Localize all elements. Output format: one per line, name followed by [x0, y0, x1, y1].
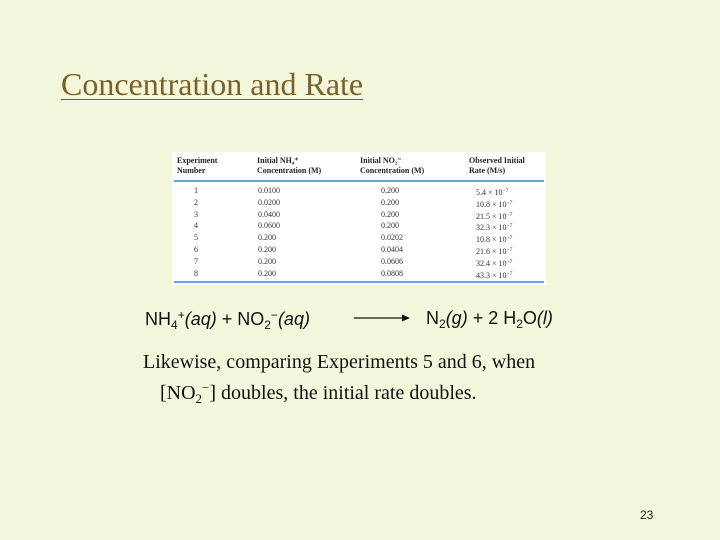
table-cell-rate — [476, 245, 512, 255]
table-cell-nh4 — [258, 257, 276, 267]
reactant1-base: NH — [145, 309, 171, 329]
cell-exp-value: 3 — [194, 209, 198, 219]
cell-rate-exponent: −7 — [506, 270, 513, 277]
table-cell-rate — [476, 198, 512, 208]
table-cell-exp — [194, 233, 198, 243]
product2-state: (l) — [536, 308, 553, 328]
product2-oxygen: O — [522, 308, 537, 328]
cell-nh4-value: 0.200 — [258, 268, 276, 278]
product1-subscript: 2 — [439, 317, 446, 331]
table-cell-no2 — [381, 210, 399, 220]
table-cell-no2 — [381, 233, 403, 243]
explanation-line2-post: ] doubles, the initial rate doubles. — [209, 382, 477, 404]
cell-exp-value: 2 — [194, 197, 198, 207]
reactant2-subscript: 2 — [264, 318, 271, 332]
table-cell-rate — [476, 210, 512, 220]
table-cell-exp — [194, 257, 198, 267]
slide-title: Concentration and Rate — [61, 66, 364, 102]
header-rate-line1: Observed Initial — [469, 156, 525, 165]
reactant1-state: (aq) — [184, 309, 217, 329]
cell-no2-value: 0.0808 — [381, 268, 403, 278]
table-cell-rate — [476, 186, 508, 196]
cell-rate-value: 10.8 × 10 — [476, 235, 507, 245]
header-nh4-line2: Concentration (M) — [257, 165, 322, 175]
cell-rate-exponent: −7 — [502, 188, 509, 194]
cell-no2-value: 0.0606 — [381, 256, 403, 266]
cell-no2-value: 0.200 — [381, 221, 399, 231]
header-no2-line1: Initial NO₂⁻ — [360, 156, 402, 165]
table-cell-nh4 — [258, 269, 276, 279]
header-nh4 — [257, 156, 321, 180]
table-cell-nh4 — [258, 210, 280, 220]
header-nh4-line1: Initial NH₄⁺ — [257, 156, 299, 165]
table-cell-exp — [194, 198, 198, 208]
header-experiment-line2: Number — [177, 165, 206, 175]
reactant1-charge: + — [177, 308, 185, 322]
header-experiment — [177, 156, 217, 180]
table-cell-rate — [476, 257, 512, 267]
table-cell-exp — [194, 221, 198, 231]
cell-no2-value: 0.0202 — [381, 233, 403, 243]
equation-products — [426, 308, 553, 331]
table-cell-no2 — [381, 198, 399, 208]
cell-nh4-value: 0.200 — [258, 233, 276, 243]
table-cell-exp — [194, 269, 198, 279]
table-cell-nh4 — [258, 233, 276, 243]
product2-subscript: 2 — [516, 317, 523, 331]
cell-exp-value: 7 — [194, 256, 198, 266]
cell-nh4-value: 0.200 — [258, 245, 276, 254]
table-cell-nh4 — [258, 245, 276, 255]
product2-base: H — [503, 308, 517, 328]
reaction-arrow-icon — [354, 312, 410, 324]
table-cell-no2 — [381, 245, 403, 255]
explanation-text — [143, 350, 663, 411]
header-rate — [469, 156, 525, 180]
cell-exp-value: 4 — [194, 221, 198, 231]
cell-rate-value: 21.6 × 10 — [476, 247, 507, 256]
table-cell-no2 — [381, 269, 403, 279]
header-experiment-line1: Experiment — [177, 156, 218, 165]
cell-rate-exponent: −7 — [506, 258, 513, 265]
table-cell-exp — [194, 245, 198, 255]
cell-rate-value: 21.5 × 10 — [476, 211, 507, 221]
cell-no2-value: 0.200 — [381, 209, 399, 219]
cell-exp-value: 1 — [194, 186, 198, 195]
plus-sign-1: + — [216, 309, 238, 329]
reactant2-base: NO — [237, 309, 265, 329]
explanation-line2-subscript: 2 — [195, 391, 203, 406]
cell-rate-exponent: −7 — [506, 199, 513, 206]
cell-no2-value: 0.200 — [381, 197, 399, 207]
cell-rate-exponent: −7 — [506, 247, 513, 253]
cell-rate-exponent: −7 — [506, 235, 513, 242]
cell-no2-value: 0.0404 — [381, 245, 403, 254]
cell-rate-value: 5.4 × 10 — [476, 188, 503, 197]
cell-rate-value: 32.4 × 10 — [476, 258, 507, 268]
cell-nh4-value: 0.0200 — [258, 197, 280, 207]
table-cell-rate — [476, 233, 512, 243]
plus-sign-2: + 2 — [467, 308, 504, 328]
table-cell-exp — [194, 186, 198, 196]
table-cell-no2 — [381, 186, 399, 196]
reactant1-subscript: 4 — [171, 318, 178, 332]
table-cell-no2 — [381, 221, 399, 231]
table-bottom-rule — [174, 281, 544, 283]
product1-state: (g) — [445, 308, 468, 328]
cell-rate-exponent: −7 — [506, 211, 513, 218]
table-cell-nh4 — [258, 221, 280, 231]
explanation-line2 — [143, 375, 663, 411]
table-cell-nh4 — [258, 198, 280, 208]
cell-rate-value: 10.8 × 10 — [476, 199, 507, 209]
explanation-line1: Likewise, comparing Experiments 5 and 6, when — [143, 351, 536, 373]
cell-nh4-value: 0.0600 — [258, 221, 280, 231]
cell-rate-value: 43.3 × 10 — [476, 270, 507, 280]
cell-nh4-value: 0.0100 — [258, 186, 280, 195]
cell-nh4-value: 0.0400 — [258, 209, 280, 219]
cell-rate-exponent: −7 — [506, 223, 513, 230]
cell-rate-value: 32.3 × 10 — [476, 223, 507, 233]
table-cell-rate — [476, 221, 512, 231]
page-number: 23 — [640, 508, 654, 522]
table-cell-nh4 — [258, 186, 280, 196]
header-rate-line2: Rate (M/s) — [469, 165, 506, 175]
explanation-line2-charge: − — [202, 380, 210, 395]
header-no2-line2: Concentration (M) — [360, 165, 425, 175]
rate-data-table — [172, 152, 546, 285]
product1-base: N — [426, 308, 439, 328]
reactant2-charge: − — [270, 308, 278, 322]
table-cell-exp — [194, 210, 198, 220]
explanation-line2-pre: [NO — [160, 382, 196, 404]
equation-reactants — [145, 308, 310, 332]
table-header-rule — [174, 180, 544, 182]
table-cell-no2 — [381, 257, 403, 267]
cell-exp-value: 6 — [194, 245, 198, 254]
cell-no2-value: 0.200 — [381, 186, 399, 195]
reactant2-state: (aq) — [277, 309, 310, 329]
cell-nh4-value: 0.200 — [258, 256, 276, 266]
table-cell-rate — [476, 269, 512, 279]
cell-exp-value: 5 — [194, 233, 198, 243]
header-no2 — [360, 156, 424, 180]
cell-exp-value: 8 — [194, 268, 198, 278]
